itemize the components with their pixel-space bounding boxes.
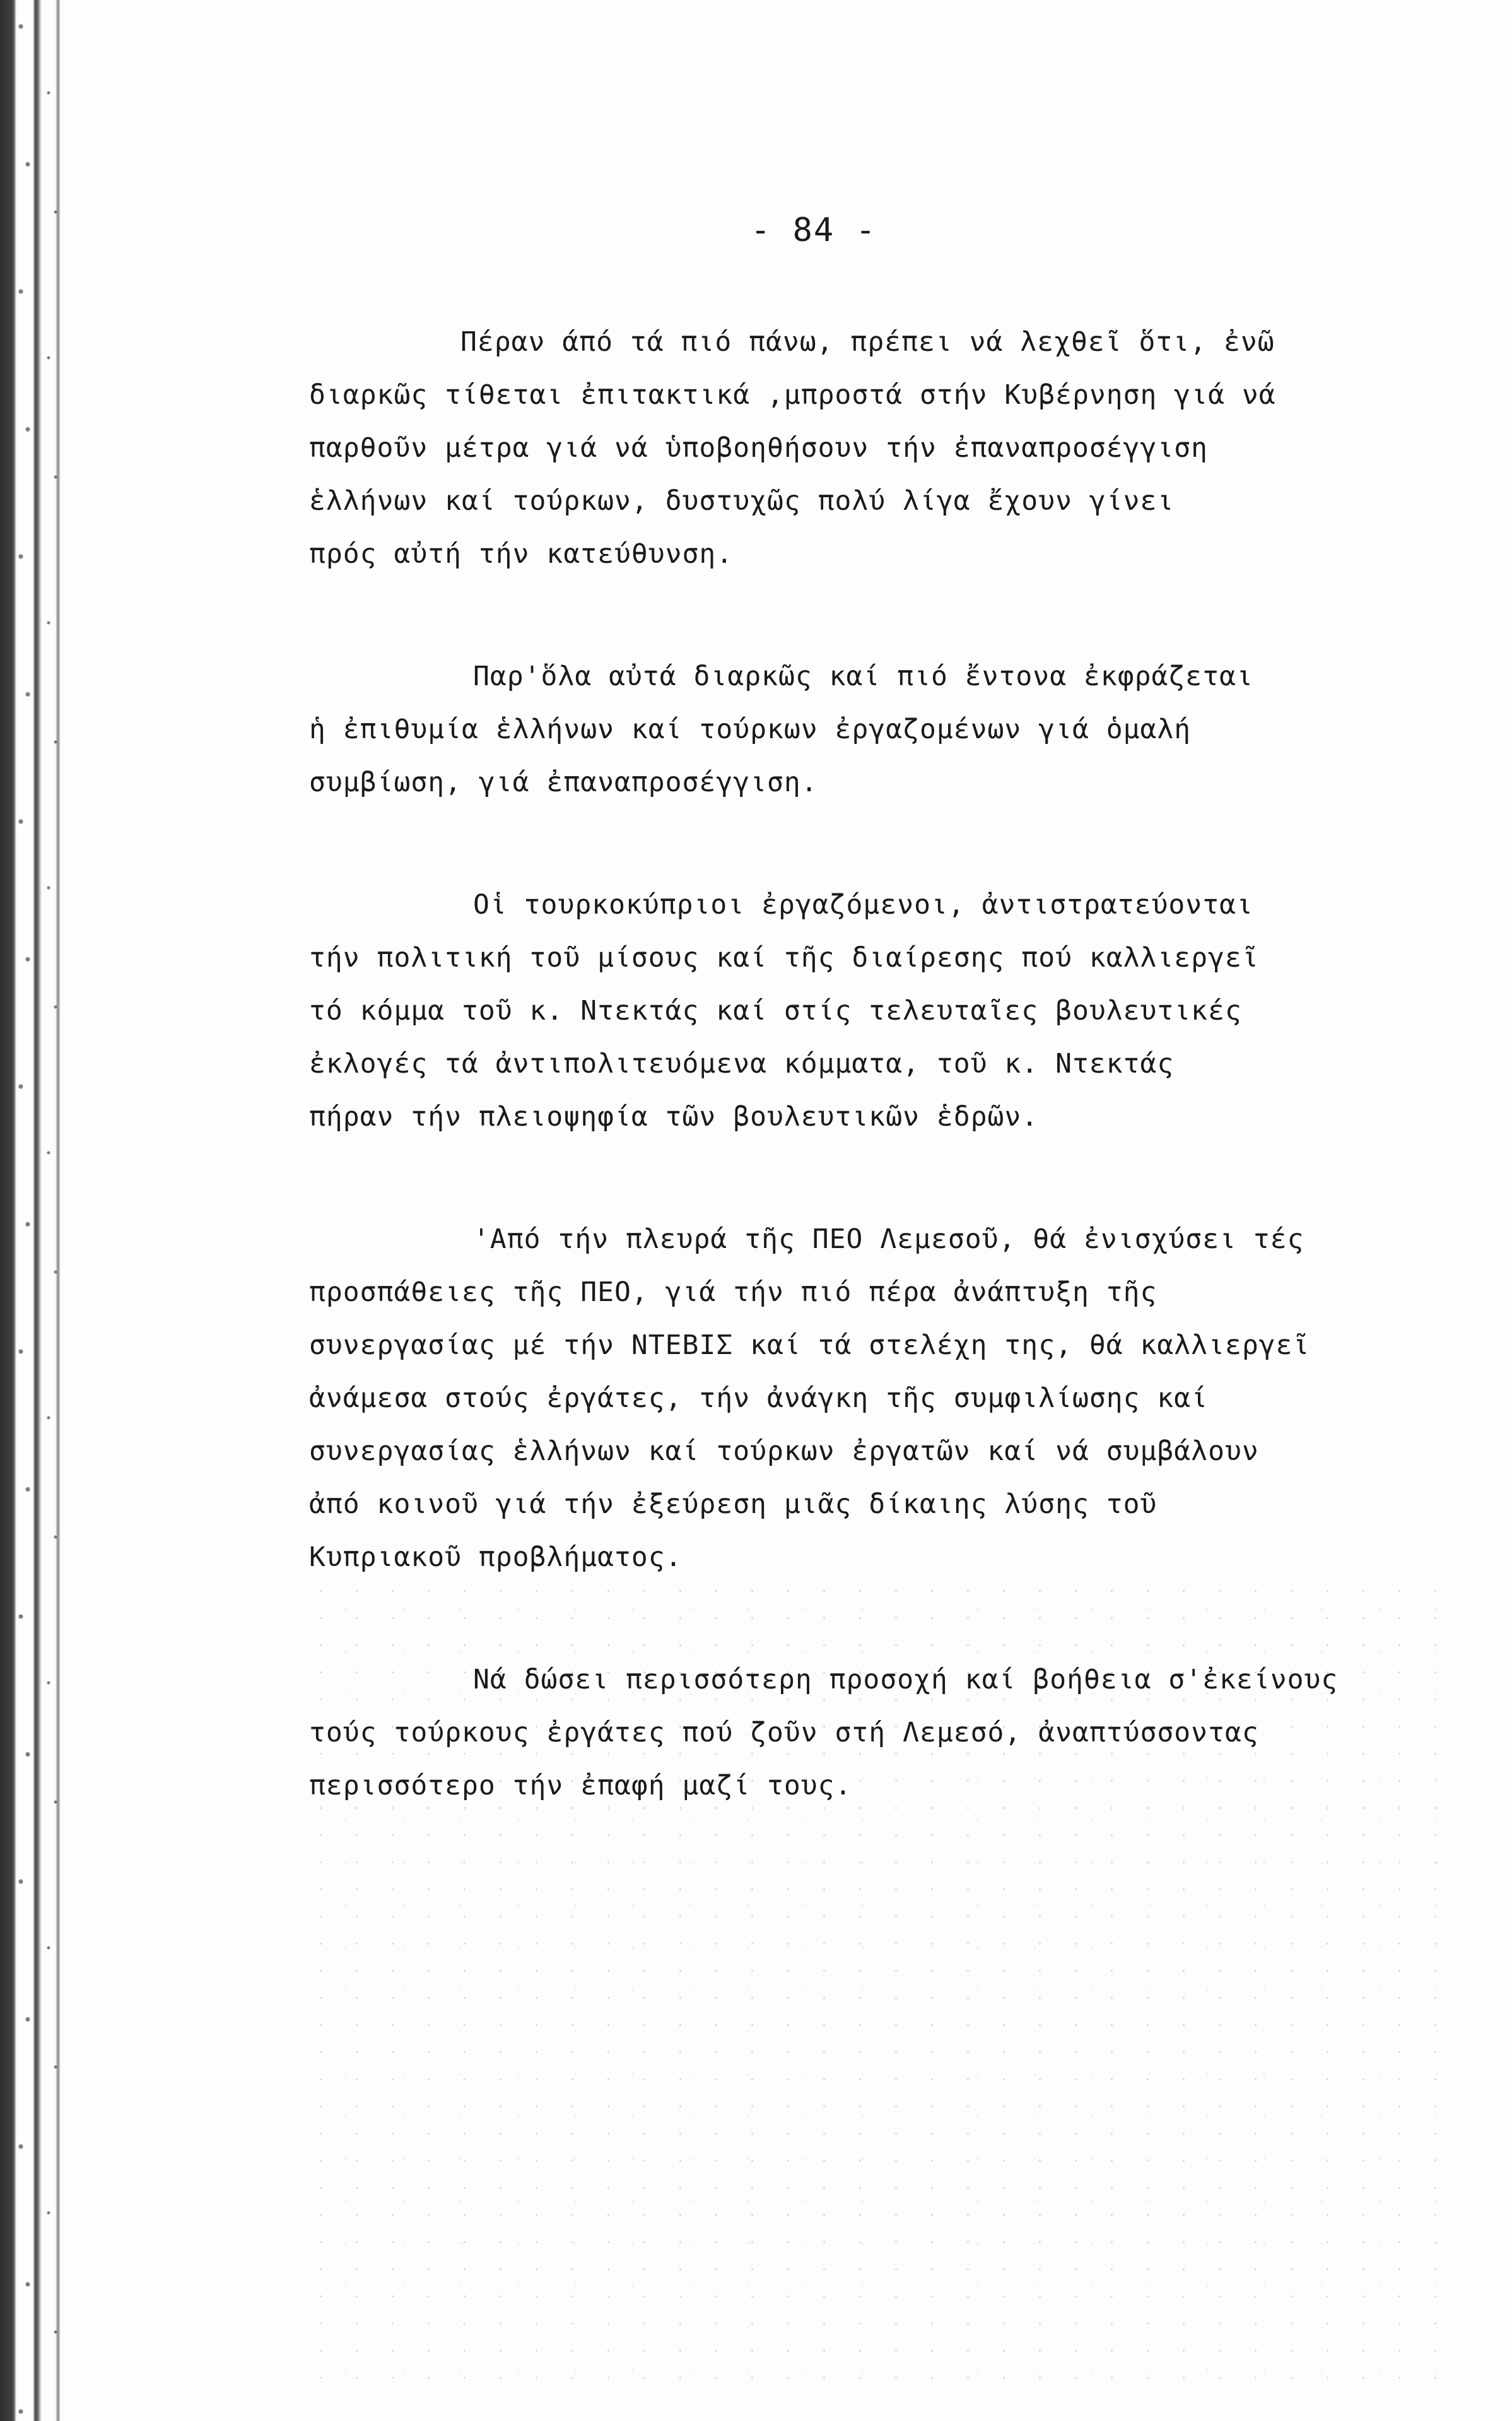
text-line: τούς τούρκους ἐργάτες πού ζοῦν στή Λεμεσό, ἀναπτύσσοντας bbox=[309, 1717, 1259, 1748]
text-line: διαρκῶς τίθεται ἐπιτακτικά ,μπροστά στήν Κυβέρνηση γιά νά bbox=[309, 379, 1276, 411]
text-line: Πέραν άπό τά πιό πάνω, πρέπει νά λεχθεῖ ὅτι, ἐνῶ bbox=[460, 326, 1275, 358]
paragraph-2 bbox=[309, 650, 1482, 809]
text-line: παρθοῦν μέτρα γιά νά ὑποβοηθήσουν τήν ἐπαναπροσέγγιση bbox=[309, 432, 1209, 464]
text-line: συνεργασίας μέ τήν ΝΤΕΒΙΣ καί τά στελέχη της, θά καλλιεργεῖ bbox=[309, 1329, 1310, 1361]
text-line: συμβίωση, γιά ἐπαναπροσέγγιση. bbox=[309, 767, 818, 798]
text-line: ἀνάμεσα στούς ἐργάτες, τήν ἀνάγκη τῆς συμφιλίωσης καί bbox=[309, 1382, 1209, 1414]
text-line: πήραν τήν πλειοψηφία τῶν βουλευτικῶν ἑδρῶν. bbox=[309, 1101, 1039, 1133]
text-line: Κυπριακοῦ προβλήματος. bbox=[309, 1541, 683, 1573]
text-line: συνεργασίας ἑλλήνων καί τούρκων ἐργατῶν καί νά συμβάλουν bbox=[309, 1435, 1259, 1467]
text-line: προσπάθειες τῆς ΠΕΟ, γιά τήν πιό πέρα ἀνάπτυξη τῆς bbox=[309, 1276, 1157, 1308]
text-line: πρός αὐτή τήν κατεύθυνση. bbox=[309, 538, 734, 570]
paragraph-1 bbox=[309, 315, 1482, 580]
scan-noise bbox=[303, 1577, 1470, 2398]
text-line: 'Από τήν πλευρά τῆς ΠΕΟ Λεμεσοῦ, θά ἐνισχύσει τές bbox=[473, 1223, 1304, 1255]
text-line: ἑλλήνων καί τούρκων, δυστυχῶς πολύ λίγα ἔχουν γίνει bbox=[309, 485, 1175, 517]
scan-speckle bbox=[0, 0, 69, 2421]
text-line: περισσότερο τήν ἐπαφή μαζί τους. bbox=[309, 1770, 852, 1801]
paragraph-4 bbox=[309, 1213, 1482, 1584]
text-line: τό κόμμα τοῦ κ. Ντεκτάς καί στίς τελευταῖες βουλευτικές bbox=[309, 995, 1242, 1027]
text-line: Οἱ τουρκοκύπριοι ἐργαζόμενοι, ἀντιστρατεύονται bbox=[473, 889, 1253, 921]
page-number: - 84 - bbox=[751, 211, 877, 249]
text-line: ἀπό κοινοῦ γιά τήν ἐξεύρεση μιᾶς δίκαιης λύσης τοῦ bbox=[309, 1488, 1157, 1520]
text-line: τήν πολιτική τοῦ μίσους καί τῆς διαίρεσης πού καλλιεργεῖ bbox=[309, 942, 1259, 974]
text-line: ἡ ἐπιθυμία ἑλλήνων καί τούρκων ἐργαζομένων γιά ὁμαλή bbox=[309, 714, 1192, 745]
text-line: Παρ'ὅλα αὐτά διαρκῶς καί πιό ἔντονα ἐκφράζεται bbox=[473, 661, 1253, 692]
paragraph-3 bbox=[309, 878, 1482, 1143]
text-line: ἐκλογές τά ἀντιπολιτευόμενα κόμματα, τοῦ κ. Ντεκτάς bbox=[309, 1048, 1175, 1080]
text-line: Νά δώσει περισσότερη προσοχή καί βοήθεια σ'ἐκείνους bbox=[473, 1664, 1339, 1695]
